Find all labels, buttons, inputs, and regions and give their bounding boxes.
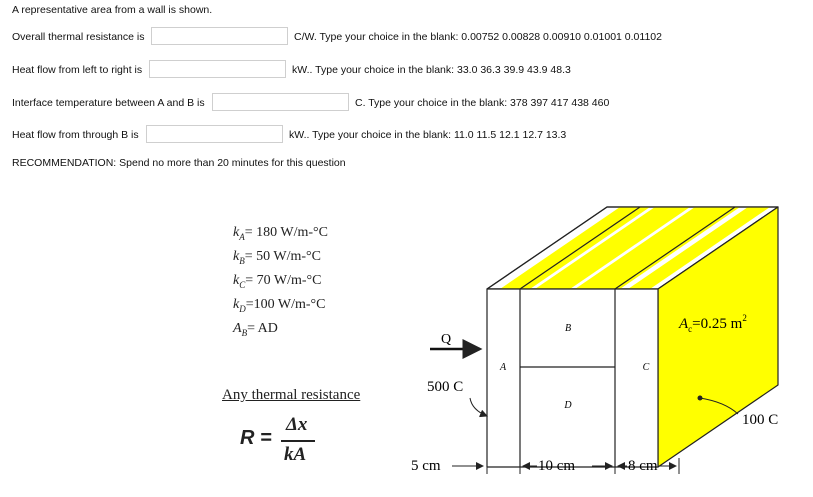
area-label: $A_c=0.25$ $m^2$ [679,313,747,334]
wall-front-face [487,289,658,467]
formula-lhs: R = [240,427,272,449]
given-kd: $k_D=100$ W/m-°C [233,297,326,314]
question-2-label: Heat flow from left to right is [12,64,143,76]
layer-c-label: C [642,362,650,373]
resistance-caption: Any thermal resistance [222,387,361,403]
dim-b-label: 10 cm [538,458,576,474]
dim-a-label: 5 cm [411,458,441,474]
question-4-label: Heat flow from through B is [12,129,139,141]
given-kc: $k_C= 70$ W/m-°C [233,273,322,290]
heat-flow-q-label: Q [441,332,452,347]
formula-denominator: kA [284,444,307,465]
layer-a-label: A [499,362,507,373]
question-2-choices: kW.. Type your choice in the blank: 33.0 36.3 39.9 43.9 48.3 [292,64,571,76]
given-ka: $k_A= 180$ W/m-°C [233,225,328,242]
left-temperature-label: 500 C [427,379,464,395]
question-3-label: Interface temperature between A and B is [12,97,205,109]
layer-b-label: B [564,323,572,334]
right-temperature-label: 100 C [742,412,779,428]
question-4-choices: kW.. Type your choice in the blank: 11.0 11.5 12.1 12.7 13.3 [289,129,567,141]
given-area: $A_B=$ AD [233,321,278,338]
question-1-choices: C/W. Type your choice in the blank: 0.00752 0.00828 0.00910 0.01001 0.01102 [294,31,662,43]
dim-c-label: 8 cm [628,458,658,474]
question-1-label: Overall thermal resistance is [12,31,145,43]
given-kb: $k_B= 50$ W/m-°C [233,249,321,266]
recommendation-text: RECOMMENDATION: Spend no more than 20 minutes for this question [12,157,346,169]
question-3-choices: C. Type your choice in the blank: 378 397 417 438 460 [355,97,610,109]
formula-numerator: Δx [286,414,308,435]
intro-text: A representative area from a wall is shown. [12,4,213,16]
left-temperature-pointer [470,398,487,416]
layer-d-label: D [564,400,572,411]
